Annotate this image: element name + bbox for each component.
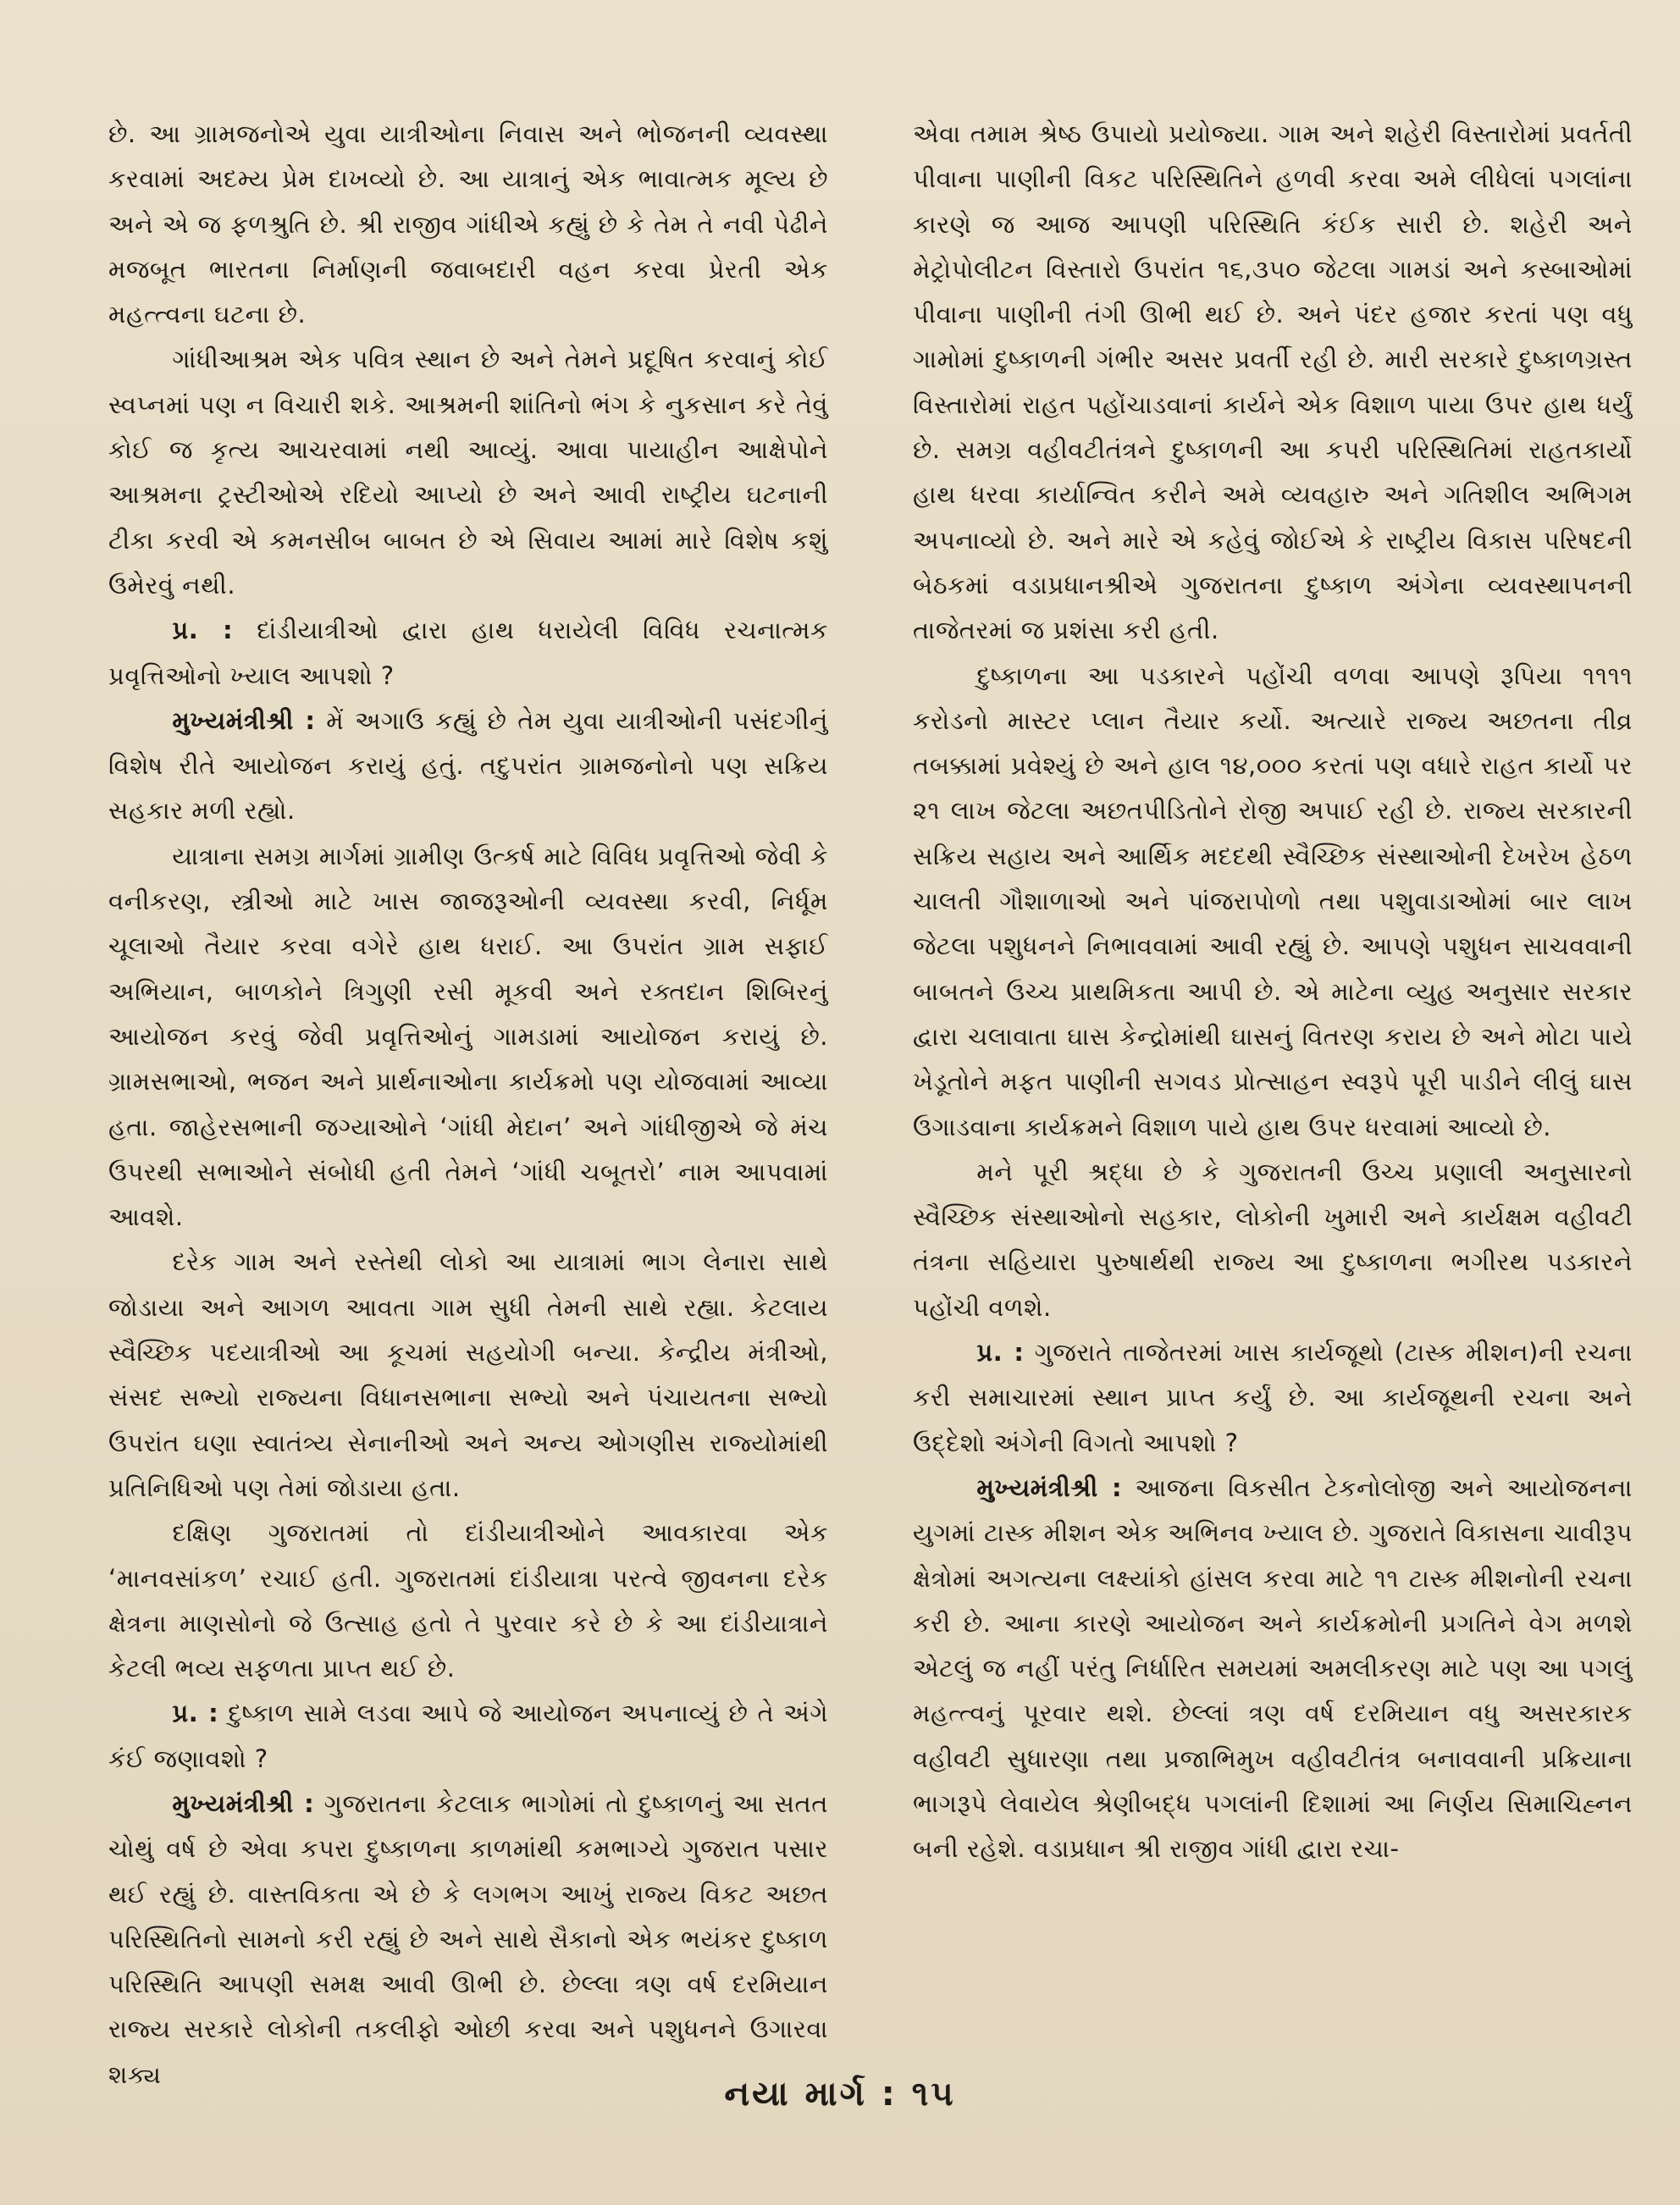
speaker-label: મુખ્યમંત્રીશ્રી : <box>976 1473 1123 1502</box>
paragraph-text: ગાંધીઆશ્રમ એક પવિત્ર સ્થાન છે અને તેમને પ્રદૂષિત કરવાનું કોઈ સ્વપ્નમાં પણ ન વિચારી શકે. આશ્રમની શાંતિનો ભંગ કે નુકસાન કરે તેવું કોઈ જ કૃત્ય આચરવામાં નથી આવ્યું. આવા પાયાહીન આક્ષેપોને આશ્રમના ટ્રસ્ટીઓએ રદિયો આપ્યો છે અને આવી રાષ્ટ્રીય ઘટનાની ટીકા કરવી એ કમનસીબ બાબત છે એ સિવાય આમાં મારે વિશેષ કશું ઉમેરવું નથી. <box>108 345 828 600</box>
speaker-label: પ્ર. : <box>172 1699 219 1728</box>
paragraph <box>108 608 828 699</box>
paragraph-text: દુષ્કાળ સામે લડવા આપે જે આયોજન અપનાવ્યું છે તે અંગે કંઈ જણાવશો ? <box>108 1699 828 1773</box>
paragraph <box>913 1466 1633 1872</box>
paragraph-text: આજના વિકસીત ટેકનોલોજી અને આયોજનના યુગમાં ટાસ્ક મીશન એક અભિનવ ખ્યાલ છે. ગુજરાતે વિકાસના ચાવીરૂપ ક્ષેત્રોમાં અગત્યના લક્ષ્યાંકો હાંસલ કરવા માટે ૧૧ ટાસ્ક મીશનોની રચના કરી છે. આના કારણે આયોજન અને કાર્યક્રમોની પ્રગતિને વેગ મળશે એટલું જ નહીં પરંતુ નિર્ધારિત સમયમાં અમલીકરણ માટે પણ આ પગલું મહત્ત્વનું પૂરવાર થશે. છેલ્લાં ત્રણ વર્ષ દરમિયાન વધુ અસરકારક વહીવટી સુધારણા તથા પ્રજાભિમુખ વહીવટીતંત્ર બનાવવાની પ્રક્રિયાના ભાગરૂપે લેવાયેલ શ્રેણીબદ્ધ પગલાંની દિશામાં આ નિર્ણય સિમાચિહ્નન બની રહેશે. વડાપ્રધાન શ્રી રાજીવ ગાંધી દ્વારા રચા- <box>913 1473 1633 1864</box>
paragraph-text: ગુજરાતના કેટલાક ભાગોમાં તો દુષ્કાળનું આ સતત ચોથું વર્ષ છે એવા કપરા દુષ્કાળના કાળમાંથી કમભાગ્યે ગુજરાત પસાર થઈ રહ્યું છે. વાસ્તવિકતા એ છે કે લગભગ આખું રાજ્ય વિકટ અછત પરિસ્થિતિનો સામનો કરી રહ્યું છે અને સાથે સૈકાનો એક ભયંકર દુષ્કાળ પરિસ્થિતિ આપણી સમક્ષ આવી ઊભી છે. છેલ્લા ત્રણ વર્ષ દરમિયાન રાજ્ય સરકારે લોકોની તકલીફો ઓછી કરવા અને પશુધનને ઉગારવા શક્ય <box>108 1788 828 2089</box>
right-text-column <box>913 112 1633 1872</box>
paragraph-text: ગુજરાતે તાજેતરમાં ખાસ કાર્યજૂથો (ટાસ્ક મીશન)ની રચના કરી સમાચારમાં સ્થાન પ્રાપ્ત કર્યું છે. આ કાર્યજૂથની રચના અને ઉદ્દેશો અંગેની વિગતો આપશો ? <box>913 1338 1633 1457</box>
paragraph-text: દુષ્કાળના આ પડકારને પહોંચી વળવા આપણે રૂપિયા ૧૧૧૧ કરોડનો માસ્ટર પ્લાન તૈયાર કર્યો. અત્યારે રાજ્ય અછતના તીવ્ર તબક્કામાં પ્રવેશ્યું છે અને હાલ ૧૪,૦૦૦ કરતાં પણ વધારે રાહત કાર્યો પર ૨૧ લાખ જેટલા અછતપીડિતોને રોજી અપાઈ રહી છે. રાજ્ય સરકારની સક્રિય સહાય અને આર્થિક મદદથી સ્વૈચ્છિક સંસ્થાઓની દેખરેખ હેઠળ ચાલતી ગૌશાળાઓ અને પાંજરાપોળો તથા પશુવાડાઓમાં બાર લાખ જેટલા પશુધનને નિભાવવામાં આવી રહ્યું છે. આપણે પશુધન સાચવવાની બાબતને ઉચ્ચ પ્રાથમિકતા આપી છે. એ માટેના વ્યુહ અનુસાર સરકાર દ્વારા ચલાવાતા ઘાસ કેન્દ્રોમાંથી ઘાસનું વિતરણ કરાય છે અને મોટા પાયે ખેડૂતોને મફત પાણીની સગવડ પ્રોત્સાહન સ્વરૂપે પૂરી પાડીને લીલું ઘાસ ઉગાડવાના કાર્યક્રમને વિશાળ પાયે હાથ ઉપર ધરવામાં આવ્યો છે. <box>913 660 1633 1141</box>
paragraph <box>913 112 1633 654</box>
paragraph <box>108 1240 828 1511</box>
paragraph-text: મને પૂરી શ્રદ્ધા છે કે ગુજરાતની ઉચ્ચ પ્રણાલી અનુસારનો સ્વૈચ્છિક સંસ્થાઓનો સહકાર, લોકોની ખુમારી અને કાર્યક્ષમ વહીવટી તંત્રના સહિયારા પુરુષાર્થથી રાજ્ય આ દુષ્કાળના ભગીરથ પડકારને પહોંચી વળશે. <box>913 1157 1633 1322</box>
paragraph-text: યાત્રાના સમગ્ર માર્ગમાં ગ્રામીણ ઉત્કર્ષ માટે વિવિધ પ્રવૃત્તિઓ જેવી કે વનીકરણ, સ્ત્રીઓ માટે ખાસ જાજરૂઓની વ્યવસ્થા કરવી, નિર્ધૂમ ચૂલાઓ તૈયાર કરવા વગેરે હાથ ધરાઈ. આ ઉપરાંત ગ્રામ સફાઈ અભિયાન, બાળકોને ત્રિગુણી રસી મૂકવી અને રક્તદાન શિબિરનું આયોજન કરવું જેવી પ્રવૃત્તિઓનું ગામડામાં આયોજન કરાયું છે. ગ્રામસભાઓ, ભજન અને પ્રાર્થનાઓના કાર્યક્રમો પણ યોજવામાં આવ્યા હતા. જાહેરસભાની જગ્યાઓને ‘ગાંધી મેદાન’ અને ગાંધીજીએ જે મંચ ઉપરથી સભાઓને સંબોધી હતી તેમને ‘ગાંધી ચબૂતરો’ નામ આપવામાં આવશે. <box>108 841 828 1232</box>
paragraph-text: મેં અગાઉ કહ્યું છે તેમ યુવા યાત્રીઓની પસંદગીનું વિશેષ રીતે આયોજન કરાયું હતું. તદુપરાંત ગ્રામજનોનો પણ સક્રિય સહકાર મળી રહ્યો. <box>108 705 828 826</box>
left-text-column <box>108 112 828 2097</box>
paragraph <box>913 654 1633 1150</box>
speaker-label: મુખ્યમંત્રીશ્રી : <box>172 705 316 735</box>
paragraph <box>913 1330 1633 1466</box>
paragraph <box>108 112 828 337</box>
paragraph <box>108 337 828 608</box>
paragraph-text: એવા તમામ શ્રેષ્ઠ ઉપાયો પ્રયોજ્યા. ગામ અને શહેરી વિસ્તારોમાં પ્રવર્તતી પીવાના પાણીની વિકટ પરિસ્થિતિને હળવી કરવા અમે લીધેલાં પગલાંના કારણે જ આજ આપણી પરિસ્થિતિ કંઈક સારી છે. શહેરી અને મેટ્રોપોલીટન વિસ્તારો ઉપરાંત ૧૬,૩૫૦ જેટલા ગામડાં અને કસ્બાઓમાં પીવાના પાણીની તંગી ઊભી થઈ છે. અને પંદર હજાર કરતાં પણ વધુ ગામોમાં દુષ્કાળની ગંભીર અસર પ્રવર્તી રહી છે. મારી સરકારે દુષ્કાળગ્રસ્ત વિસ્તારોમાં રાહત પહોંચાડવાનાં કાર્યને એક વિશાળ પાયા ઉપર હાથ ધર્યું છે. સમગ્ર વહીવટીતંત્રને દુષ્કાળની આ કપરી પરિસ્થિતિમાં રાહતકાર્યો હાથ ધરવા કાર્યાન્વિત કરીને અમે વ્યવહારુ અને ગતિશીલ અભિગમ અપનાવ્યો છે. અને મારે એ કહેવું જોઈએ કે રાષ્ટ્રીય વિકાસ પરિષદની બેઠકમાં વડાપ્રધાનશ્રીએ ગુજરાતના દુષ્કાળ અંગેના વ્યવસ્થાપનની તાજેતરમાં જ પ્રશંસા કરી હતી. <box>913 119 1633 645</box>
paragraph <box>108 834 828 1241</box>
paragraph <box>913 1150 1633 1330</box>
paragraph-text: દરેક ગામ અને રસ્તેથી લોકો આ યાત્રામાં ભાગ લેનારા સાથે જોડાયા અને આગળ આવતા ગામ સુધી તેમની સાથે રહ્યા. કેટલાય સ્વૈચ્છિક પદયાત્રીઓ આ કૂચમાં સહયોગી બન્યા. કેન્દ્રીય મંત્રીઓ, સંસદ સભ્યો રાજ્યના વિધાનસભાના સભ્યો અને પંચાયતના સભ્યો ઉપરાંત ઘણા સ્વાતંત્ર્ય સેનાનીઓ અને અન્ય ઓગણીસ રાજ્યોમાંથી પ્રતિનિધિઓ પણ તેમાં જોડાયા હતા. <box>108 1247 828 1502</box>
paragraph <box>108 1782 828 2097</box>
page-footer: નયા માર્ગ : ૧૫ <box>724 2075 956 2114</box>
speaker-label: મુખ્યમંત્રીશ્રી : <box>172 1788 315 1818</box>
speaker-label: પ્ર. : <box>172 616 234 645</box>
paragraph-text: દક્ષિણ ગુજરાતમાં તો દાંડીયાત્રીઓને આવકારવા એક ‘માનવસાંકળ’ રચાઈ હતી. ગુજરાતમાં દાંડીયાત્રા પરત્વે જીવનના દરેક ક્ષેત્રના માણસોનો જે ઉત્સાહ હતો તે પુરવાર કરે છે કે આ દાંડીયાત્રાને કેટલી ભવ્ય સફળતા પ્રાપ્ત થઈ છે. <box>108 1518 828 1683</box>
paragraph-text: છે. આ ગ્રામજનોએ યુવા યાત્રીઓના નિવાસ અને ભોજનની વ્યવસ્થા કરવામાં અદમ્ય પ્રેમ દાખવ્યો છે. આ યાત્રાનું એક ભાવાત્મક મૂલ્ય છે અને એ જ ફળશ્રુતિ છે. શ્રી રાજીવ ગાંધીએ કહ્યું છે કે તેમ તે નવી પેઢીને મજબૂત ભારતના નિર્માણની જવાબદારી વહન કરવા પ્રેરતી એક મહત્ત્વના ઘટના છે. <box>108 119 828 329</box>
speaker-label: પ્ર. : <box>976 1338 1025 1368</box>
paragraph-text: દાંડીયાત્રીઓ દ્વારા હાથ ધરાયેલી વિવિધ રચનાત્મક પ્રવૃત્તિઓનો ખ્યાલ આપશો ? <box>108 616 828 690</box>
paragraph <box>108 1511 828 1691</box>
paragraph <box>108 1691 828 1782</box>
paragraph <box>108 699 828 834</box>
